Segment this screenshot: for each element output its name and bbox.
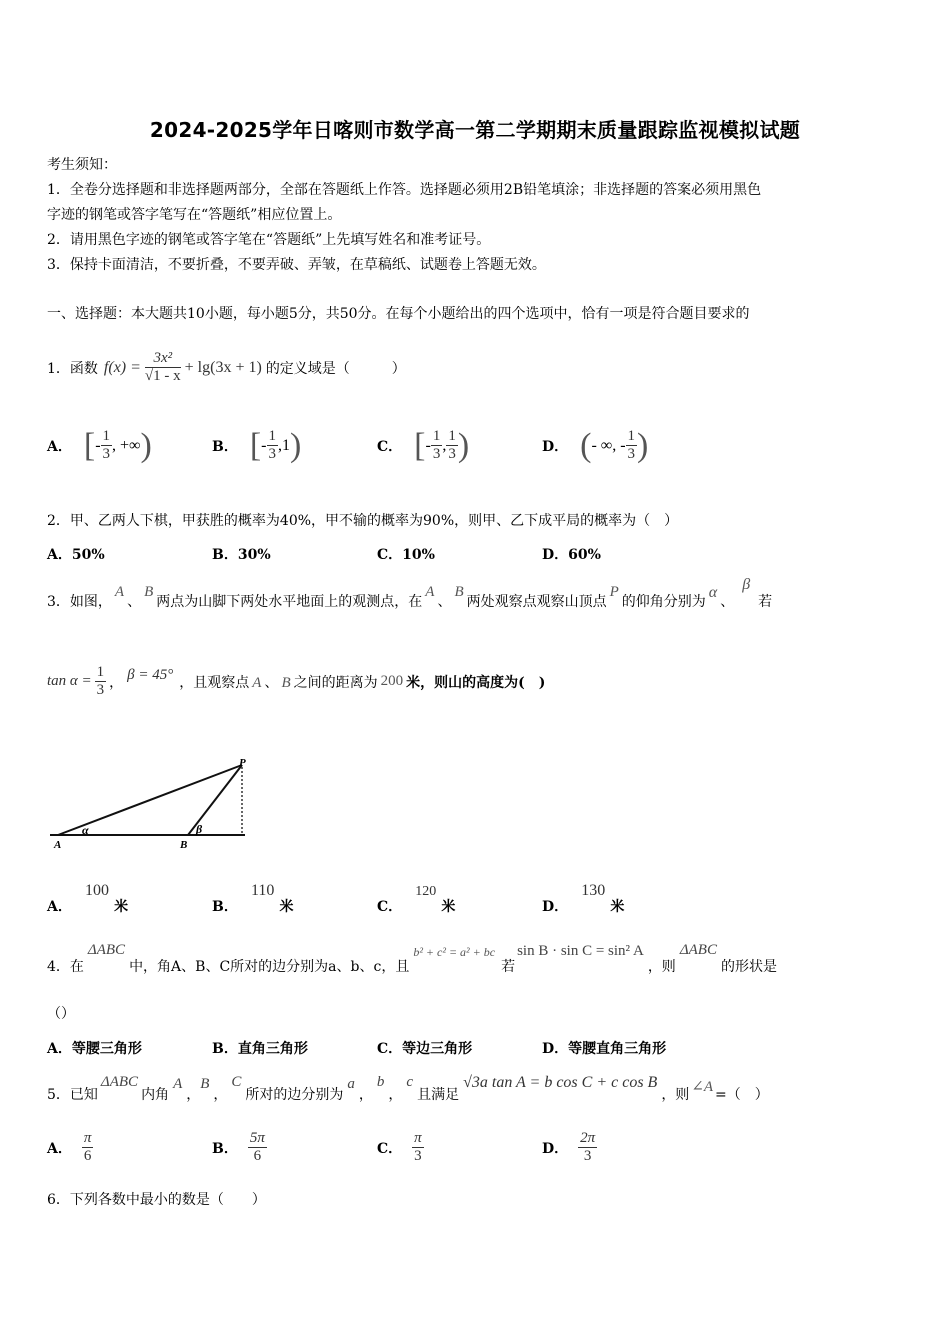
math-fraction (626, 428, 638, 463)
option-d[interactable] (542, 428, 648, 463)
fraction-denominator: 3 (583, 1148, 592, 1164)
option-value: 120 (415, 884, 437, 899)
option-label: B． (212, 1140, 238, 1157)
question-text: 两处观察点观察山顶点 (466, 594, 607, 610)
option-a[interactable] (47, 1130, 93, 1165)
fraction-denominator: 3 (268, 446, 276, 462)
fraction-denominator: 3 (96, 682, 105, 698)
question-text: 、 (264, 674, 279, 691)
math-var: A (252, 675, 262, 691)
math-fx: f(x) = (103, 358, 141, 376)
option-unit: 米 (441, 899, 456, 915)
option-text: , (442, 436, 447, 454)
fraction-denominator: 3 (432, 446, 441, 462)
fraction-numerator: 5π (249, 1130, 265, 1146)
option-a[interactable] (47, 428, 152, 463)
question-text: ， (109, 674, 124, 691)
math-number: 200 (380, 673, 404, 689)
question-text: ，则 (647, 959, 676, 975)
option-d[interactable] (542, 1130, 597, 1165)
fraction-numerator: 1 (432, 428, 441, 444)
math-var: b (376, 1074, 385, 1090)
option-c[interactable]: C．10% (377, 547, 435, 563)
option-text: - (261, 436, 267, 454)
fraction-numerator: 1 (448, 428, 456, 444)
math-equation: b² + c² = a² + bc (413, 945, 496, 959)
math-var: β (742, 576, 751, 593)
fraction-denominator: √1 - x (144, 368, 181, 384)
math-var: C (231, 1074, 242, 1090)
option-a[interactable]: A．等腰三角形 (47, 1041, 142, 1057)
option-label: C． (377, 1140, 403, 1157)
math-triangle: ΔABC (100, 1074, 139, 1090)
left-bracket: [ (83, 426, 96, 464)
option-b[interactable] (212, 428, 301, 463)
question-text: 内角 (141, 1087, 170, 1103)
math-triangle: ΔABC (87, 942, 126, 958)
option-c[interactable] (377, 880, 456, 915)
right-paren: ) (457, 426, 470, 464)
angle-beta-label: β (196, 822, 203, 836)
right-paren: ) (140, 426, 152, 464)
fraction-numerator: 1 (268, 428, 276, 444)
math-fraction (95, 664, 107, 699)
point-b-label: B (180, 839, 188, 851)
question-text: 米，则山的高度为( ) (406, 674, 546, 691)
option-value: 130 (581, 882, 606, 899)
math-var: A (425, 584, 435, 600)
option-d[interactable]: D．60% (542, 547, 601, 563)
option-label: A． (47, 899, 72, 915)
right-paren: ) (637, 426, 649, 464)
question-3-line-2 (47, 664, 545, 699)
question-text: 函数 (69, 360, 98, 377)
option-label: D． (542, 1140, 569, 1157)
fraction-numerator: 1 (102, 428, 111, 444)
fraction-denominator: 3 (627, 446, 636, 462)
question-3 (47, 576, 773, 611)
notice-item: 1．全卷分选择题和非选择题两部分，全部在答题纸上作答。选择题必须用2B铅笔填涂；非选择题的答案必须用黑色 (47, 182, 762, 198)
left-bracket: [ (414, 426, 426, 464)
question-5: 5．已知 ΔABC 内角 A ， B ， C 所对的边分别为 a ， b ， c 且满足 √3a tan A = b cos C + c cos B ，则 ∠A =（ ） (47, 1074, 769, 1103)
figure-mountain (40, 755, 255, 855)
option-text: ,1 (278, 436, 290, 454)
option-label: C． (377, 899, 403, 915)
option-label: C． (377, 438, 403, 455)
fraction-denominator: 3 (448, 446, 456, 462)
option-label: A． (47, 438, 72, 455)
math-fraction (446, 428, 458, 463)
math-var: α (708, 584, 718, 601)
math-var: B (454, 584, 464, 600)
notice-item: 字迹的钢笔或答字笔写在“答题纸”相应位置上。 (47, 207, 342, 223)
math-fraction (431, 428, 443, 463)
question-text: 所对的边分别为 (245, 1087, 344, 1103)
math-fraction (82, 1130, 94, 1165)
option-a[interactable]: A．50% (47, 547, 105, 563)
question-text: 若 (501, 959, 516, 975)
question-text: 中，角A、B、C所对的边分别为a、b、c，且 (129, 959, 410, 975)
option-value: 100 (84, 882, 109, 899)
question-text: 的形状是 (720, 959, 777, 975)
notice-item: 3．保持卡面清洁，不要折叠，不要弄破、弄皱，在草稿纸、试题卷上答题无效。 (47, 257, 546, 273)
left-bracket: [ (249, 426, 262, 464)
question-4-paren: （） (47, 1006, 75, 1022)
math-equation: √3a tan A = b cos C + c cos B (463, 1074, 658, 1091)
option-unit: 米 (610, 899, 625, 915)
fraction-numerator: π (414, 1130, 422, 1146)
fraction-denominator: 3 (414, 1148, 422, 1164)
math-tan: tan α = (47, 673, 92, 689)
question-text: 的仰角分别为 (621, 594, 706, 610)
option-text: - (425, 436, 431, 454)
option-label: D． (542, 899, 569, 915)
option-value: 110 (250, 882, 275, 899)
option-b[interactable] (212, 880, 294, 915)
angle-alpha-label: α (82, 823, 89, 837)
option-text: - ∞, - (591, 436, 626, 454)
option-text: - (95, 436, 101, 454)
question-text: ，则 (661, 1087, 690, 1103)
fraction-denominator: 6 (253, 1148, 262, 1164)
question-text: 3．如图， (47, 594, 112, 610)
option-c[interactable] (377, 428, 469, 463)
math-triangle: ΔABC (679, 942, 717, 958)
section-heading: 一、选择题：本大题共10小题，每小题5分，共50分。在每个小题给出的四个选项中，恰有一项是符合题目要求的 (47, 306, 750, 322)
fraction-denominator: 3 (102, 446, 111, 462)
option-b[interactable]: B．30% (212, 547, 271, 563)
question-text: 之间的距离为 (293, 674, 378, 691)
fraction-numerator: 1 (96, 664, 105, 680)
option-d[interactable]: D．等腰直角三角形 (542, 1041, 667, 1057)
option-text: , +∞ (112, 436, 141, 454)
math-var: c (406, 1074, 414, 1090)
option-label: A． (47, 1140, 72, 1157)
left-paren: ( (580, 426, 592, 464)
fraction-numerator: 2π (580, 1130, 596, 1146)
math-fraction (267, 428, 279, 463)
question-4 (47, 942, 777, 976)
question-text: 4．在 (47, 959, 84, 975)
right-paren: ) (290, 426, 302, 464)
fraction-numerator: 1 (627, 428, 636, 444)
question-text: 、 (127, 594, 142, 610)
fraction-numerator: 3x² (145, 350, 181, 368)
notice-item: 2．请用黑色字迹的钢笔或答字笔在“答题纸”上先填写姓名和准考证号。 (47, 232, 491, 248)
page-title: 2024-2025学年日喀则市数学高一第二学期期末质量跟踪监视模拟试题 (149, 118, 801, 142)
math-var: B (281, 675, 291, 691)
option-unit: 米 (114, 899, 129, 915)
question-text: 若 (758, 594, 773, 610)
option-b[interactable] (212, 1130, 267, 1165)
option-b[interactable]: B．直角三角形 (212, 1041, 308, 1057)
question-text: 、 (437, 594, 452, 610)
question-number: 1． (47, 360, 70, 377)
question-text: =（ ） (715, 1087, 769, 1103)
question-2: 2．甲、乙两人下棋，甲获胜的概率为40%，甲不输的概率为90%，则甲、乙下成平局的概率为（ ） (47, 513, 679, 529)
question-text: 的定义域是（ ） (265, 360, 406, 377)
option-label: B． (212, 899, 238, 915)
math-fraction (412, 1130, 424, 1165)
question-text: 两点为山脚下两处水平地面上的观测点，在 (156, 594, 423, 610)
math-lg: + lg(3x + 1) (184, 358, 262, 376)
question-text: ，且观察点 (179, 674, 250, 691)
question-6: 6．下列各数中最小的数是（ ） (47, 1192, 266, 1208)
math-var: B (144, 584, 154, 600)
question-1 (47, 350, 406, 385)
question-text: 、 (720, 594, 735, 610)
option-unit: 米 (279, 899, 294, 915)
math-fraction (101, 428, 113, 463)
math-fraction (578, 1130, 597, 1165)
point-a-label: A (54, 839, 62, 851)
option-a[interactable] (47, 880, 129, 915)
option-d[interactable] (542, 880, 625, 915)
math-var: A (114, 584, 125, 600)
point-p-label: P (239, 757, 246, 769)
question-text: 且满足 (417, 1087, 460, 1103)
math-equation: sin B · sin C = sin² A (517, 943, 644, 959)
math-beta: β = 45° (127, 667, 174, 683)
math-var: a (347, 1076, 355, 1092)
math-var: P (609, 584, 619, 600)
math-fraction (248, 1130, 267, 1165)
math-angle: ∠A (691, 1079, 714, 1095)
math-var: A (173, 1076, 183, 1092)
math-var: B (200, 1076, 210, 1092)
fraction-denominator: 6 (83, 1148, 92, 1164)
math-fraction (145, 350, 181, 385)
notice-heading: 考生须知： (47, 157, 117, 173)
option-c[interactable] (377, 1130, 424, 1165)
option-c[interactable]: C．等边三角形 (377, 1041, 473, 1057)
fraction-numerator: π (83, 1130, 92, 1146)
option-label: D． (542, 438, 569, 455)
question-text: 5．已知 (47, 1087, 98, 1103)
option-label: B． (212, 438, 238, 455)
